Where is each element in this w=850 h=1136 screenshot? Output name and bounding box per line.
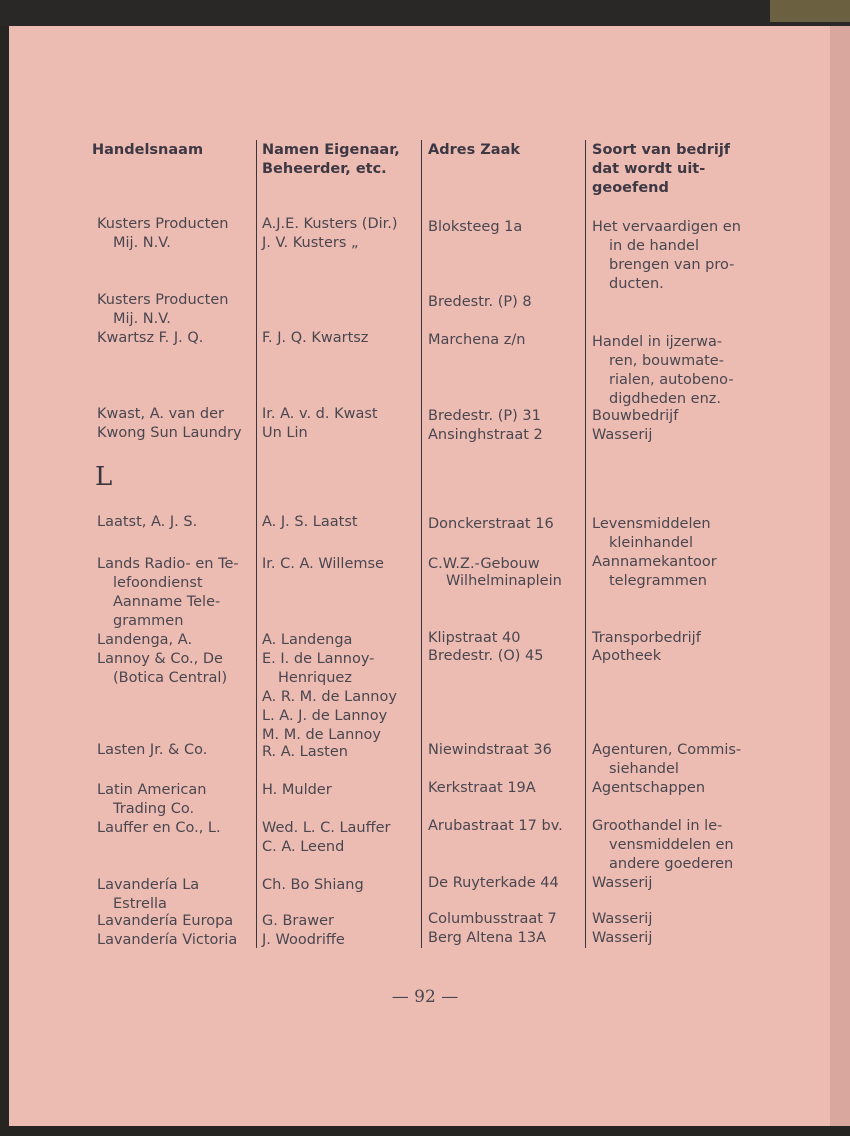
business-address: C.W.Z.-Gebouw: [428, 556, 540, 572]
business-address: Wilhelminaplein: [446, 573, 562, 589]
company-name: (Botica Central): [113, 670, 228, 686]
column-divider: [585, 140, 586, 948]
business-address: Berg Altena 13A: [428, 930, 546, 946]
company-name: Laatst, A. J. S.: [97, 514, 198, 530]
company-name: Lannoy & Co., De: [97, 651, 223, 667]
business-address: De Ruyterkade 44: [428, 875, 559, 891]
header-beheerder: Beheerder, etc.: [262, 161, 387, 177]
company-name: Kwong Sun Laundry: [97, 425, 242, 441]
owner-name: A. Landenga: [262, 632, 353, 648]
owner-name: C. A. Leend: [262, 839, 345, 855]
owner-name: R. A. Lasten: [262, 744, 348, 760]
header-handelsnaam: Handelsnaam: [92, 142, 204, 158]
company-name: Lavandería Victoria: [97, 932, 238, 948]
owner-name: A.J.E. Kusters (Dir.): [262, 216, 398, 232]
business-address: Ansinghstraat 2: [428, 427, 543, 443]
company-name: Mij. N.V.: [113, 311, 171, 327]
owner-name: A. R. M. de Lannoy: [262, 689, 397, 705]
section-letter: L: [95, 462, 113, 492]
business-type: Aannamekantoor: [592, 554, 717, 570]
business-type: Wasserij: [592, 427, 653, 443]
business-type: Apotheek: [592, 648, 662, 664]
business-address: Bredestr. (O) 45: [428, 648, 544, 664]
business-address: Arubastraat 17 bv.: [428, 818, 563, 834]
business-address: Klipstraat 40: [428, 630, 521, 646]
business-type: rialen, autobeno-: [609, 372, 734, 388]
business-address: Marchena z/n: [428, 332, 526, 348]
company-name: Aanname Tele-: [113, 594, 221, 610]
business-type: Bouwbedrijf: [592, 408, 679, 424]
business-type: Wasserij: [592, 911, 653, 927]
company-name: Mij. N.V.: [113, 235, 171, 251]
business-type: kleinhandel: [609, 535, 693, 551]
owner-name: Ir. A. v. d. Kwast: [262, 406, 378, 422]
business-type: Levensmiddelen: [592, 516, 711, 532]
owner-name: G. Brawer: [262, 913, 334, 929]
business-type: Het vervaardigen en: [592, 219, 741, 235]
header-adres-zaak: Adres Zaak: [428, 142, 520, 158]
company-name: Kwartsz F. J. Q.: [97, 330, 204, 346]
company-name: Lasten Jr. & Co.: [97, 742, 208, 758]
company-name: Landenga, A.: [97, 632, 193, 648]
owner-name: J. Woodriffe: [262, 932, 345, 948]
business-type: andere goederen: [609, 856, 734, 872]
business-address: Bloksteeg 1a: [428, 219, 523, 235]
company-name: Trading Co.: [113, 801, 195, 817]
business-address: Kerkstraat 19A: [428, 780, 536, 796]
business-type: Handel in ijzerwa-: [592, 334, 723, 350]
business-address: Bredestr. (P) 8: [428, 294, 532, 310]
business-type: in de handel: [609, 238, 699, 254]
owner-name: Henriquez: [278, 670, 352, 686]
owner-name: F. J. Q. Kwartsz: [262, 330, 369, 346]
business-type: vensmiddelen en: [609, 837, 734, 853]
business-type: Groothandel in le-: [592, 818, 723, 834]
company-name: Lavandería La: [97, 877, 200, 893]
owner-name: H. Mulder: [262, 782, 332, 798]
business-address: Columbusstraat 7: [428, 911, 557, 927]
business-type: Agentschappen: [592, 780, 706, 796]
company-name: lefoondienst: [113, 575, 203, 591]
owner-name: L. A. J. de Lannoy: [262, 708, 388, 724]
header-geoefend: geoefend: [592, 180, 669, 196]
company-name: Kusters Producten: [97, 292, 229, 308]
business-type: digdheden enz.: [609, 391, 722, 407]
business-type: Wasserij: [592, 930, 653, 946]
company-name: Lands Radio- en Te-: [97, 556, 239, 572]
column-divider: [256, 140, 257, 948]
header-namen-eigenaar: Namen Eigenaar,: [262, 142, 400, 158]
business-type: Agenturen, Commis-: [592, 742, 742, 758]
header-soort-bedrijf: Soort van bedrijf: [592, 142, 731, 158]
company-name: Kusters Producten: [97, 216, 229, 232]
business-address: Bredestr. (P) 31: [428, 408, 541, 424]
business-type: Transporbedrijf: [592, 630, 701, 646]
company-name: Lavandería Europa: [97, 913, 234, 929]
owner-name: M. M. de Lannoy: [262, 727, 381, 743]
owner-name: A. J. S. Laatst: [262, 514, 358, 530]
company-name: Latin American: [97, 782, 207, 798]
company-name: Estrella: [113, 896, 167, 912]
business-type: ren, bouwmate-: [609, 353, 724, 369]
company-name: Lauffer en Co., L.: [97, 820, 221, 836]
header-dat-wordt: dat wordt uit-: [592, 161, 706, 177]
owner-name: Ir. C. A. Willemse: [262, 556, 384, 572]
column-divider: [421, 140, 422, 948]
company-name: Kwast, A. van der: [97, 406, 224, 422]
business-type: Wasserij: [592, 875, 653, 891]
owner-name: Un Lin: [262, 425, 308, 441]
owner-name: E. I. de Lannoy-: [262, 651, 375, 667]
owner-name: J. V. Kusters „: [262, 235, 359, 251]
business-address: Niewindstraat 36: [428, 742, 552, 758]
page-number: — 92 —: [391, 987, 459, 1007]
business-type: telegrammen: [609, 573, 707, 589]
owner-name: Ch. Bo Shiang: [262, 877, 364, 893]
company-name: grammen: [113, 613, 184, 629]
owner-name: Wed. L. C. Lauffer: [262, 820, 391, 836]
business-type: ducten.: [609, 276, 664, 292]
business-address: Donckerstraat 16: [428, 516, 554, 532]
business-type: brengen van pro-: [609, 257, 735, 273]
business-type: siehandel: [609, 761, 679, 777]
